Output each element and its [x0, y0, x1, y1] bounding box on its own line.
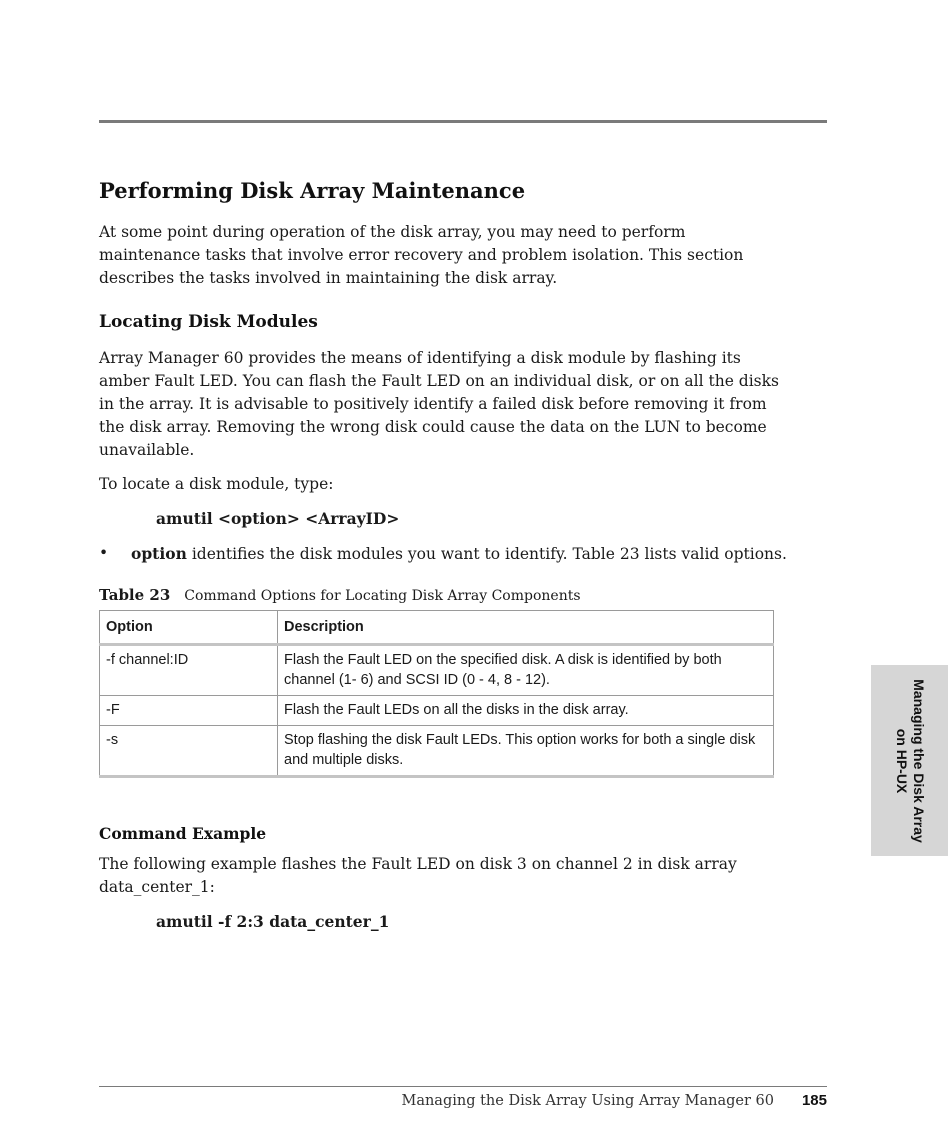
- bullet-icon: •: [99, 544, 109, 562]
- intro-paragraph: At some point during operation of the disk array, you may need to perform maintenance tasks that involve error recovery and problem isolation. This section describes the tasks involved in maintaining the disk array.: [99, 223, 744, 287]
- options-table: [99, 610, 774, 778]
- column-header-description: Description: [278, 611, 774, 645]
- footer-chapter-title: Managing the Disk Array Using Array Manager 60: [401, 1093, 774, 1109]
- table-row: [100, 696, 774, 726]
- description-cell: Stop flashing the disk Fault LEDs. This option works for both a single disk and multiple disks.: [278, 726, 774, 777]
- table-number: Table 23: [99, 586, 171, 604]
- option-cell: -s: [100, 726, 278, 777]
- bullet-text: identifies the disk modules you want to identify. Table 23 lists valid options.: [191, 545, 787, 563]
- description-cell: Flash the Fault LED on the specified disk. A disk is identified by both channel (1- 6) and SCSI ID (0 - 4, 8 - 12).: [278, 645, 774, 696]
- side-tab-line-1: Managing the Disk Array: [910, 678, 927, 843]
- table-caption: [99, 586, 789, 605]
- table-row: [100, 645, 774, 696]
- footer-rule: [99, 1086, 827, 1087]
- table-title: Command Options for Locating Disk Array Components: [184, 588, 581, 604]
- example-command: amutil -f 2:3 data_center_1: [156, 912, 390, 931]
- bullet-term: option: [131, 544, 187, 563]
- option-cell: -F: [100, 696, 278, 726]
- table-row: [100, 726, 774, 777]
- page-number: 185: [801, 1092, 827, 1109]
- chapter-side-tab: [871, 665, 948, 856]
- example-paragraph: The following example flashes the Fault LED on disk 3 on channel 2 in disk array data_center_1:: [99, 855, 737, 896]
- side-tab-label: [893, 665, 927, 856]
- instruction-text: To locate a disk module, type:: [99, 475, 334, 493]
- option-cell: -f channel:ID: [100, 645, 278, 696]
- description-cell: Flash the Fault LEDs on all the disks in the disk array.: [278, 696, 774, 726]
- subsection-heading-locating: Locating Disk Modules: [99, 312, 318, 332]
- subsection-heading-example: Command Example: [99, 824, 267, 843]
- header-rule: [99, 120, 827, 123]
- table-header-row: [100, 611, 774, 645]
- section-title: Performing Disk Array Maintenance: [99, 178, 526, 203]
- command-syntax: amutil <option> <ArrayID>: [156, 509, 400, 528]
- side-tab-line-2: on HP-UX: [893, 728, 910, 793]
- bullet-content: [131, 542, 787, 566]
- page-footer: [401, 1092, 827, 1109]
- page-content: [99, 178, 789, 945]
- column-header-option: Option: [100, 611, 278, 645]
- locating-paragraph: Array Manager 60 provides the means of identifying a disk module by flashing its amber Fault LED. You can flash the Fault LED on an individual disk, or on all the disks in the array. It is advisable to positively identify a failed disk before removing it from the disk array. Removing the wrong disk could cause the data on the LUN to become unavailable.: [99, 349, 779, 459]
- option-bullet: [99, 542, 789, 566]
